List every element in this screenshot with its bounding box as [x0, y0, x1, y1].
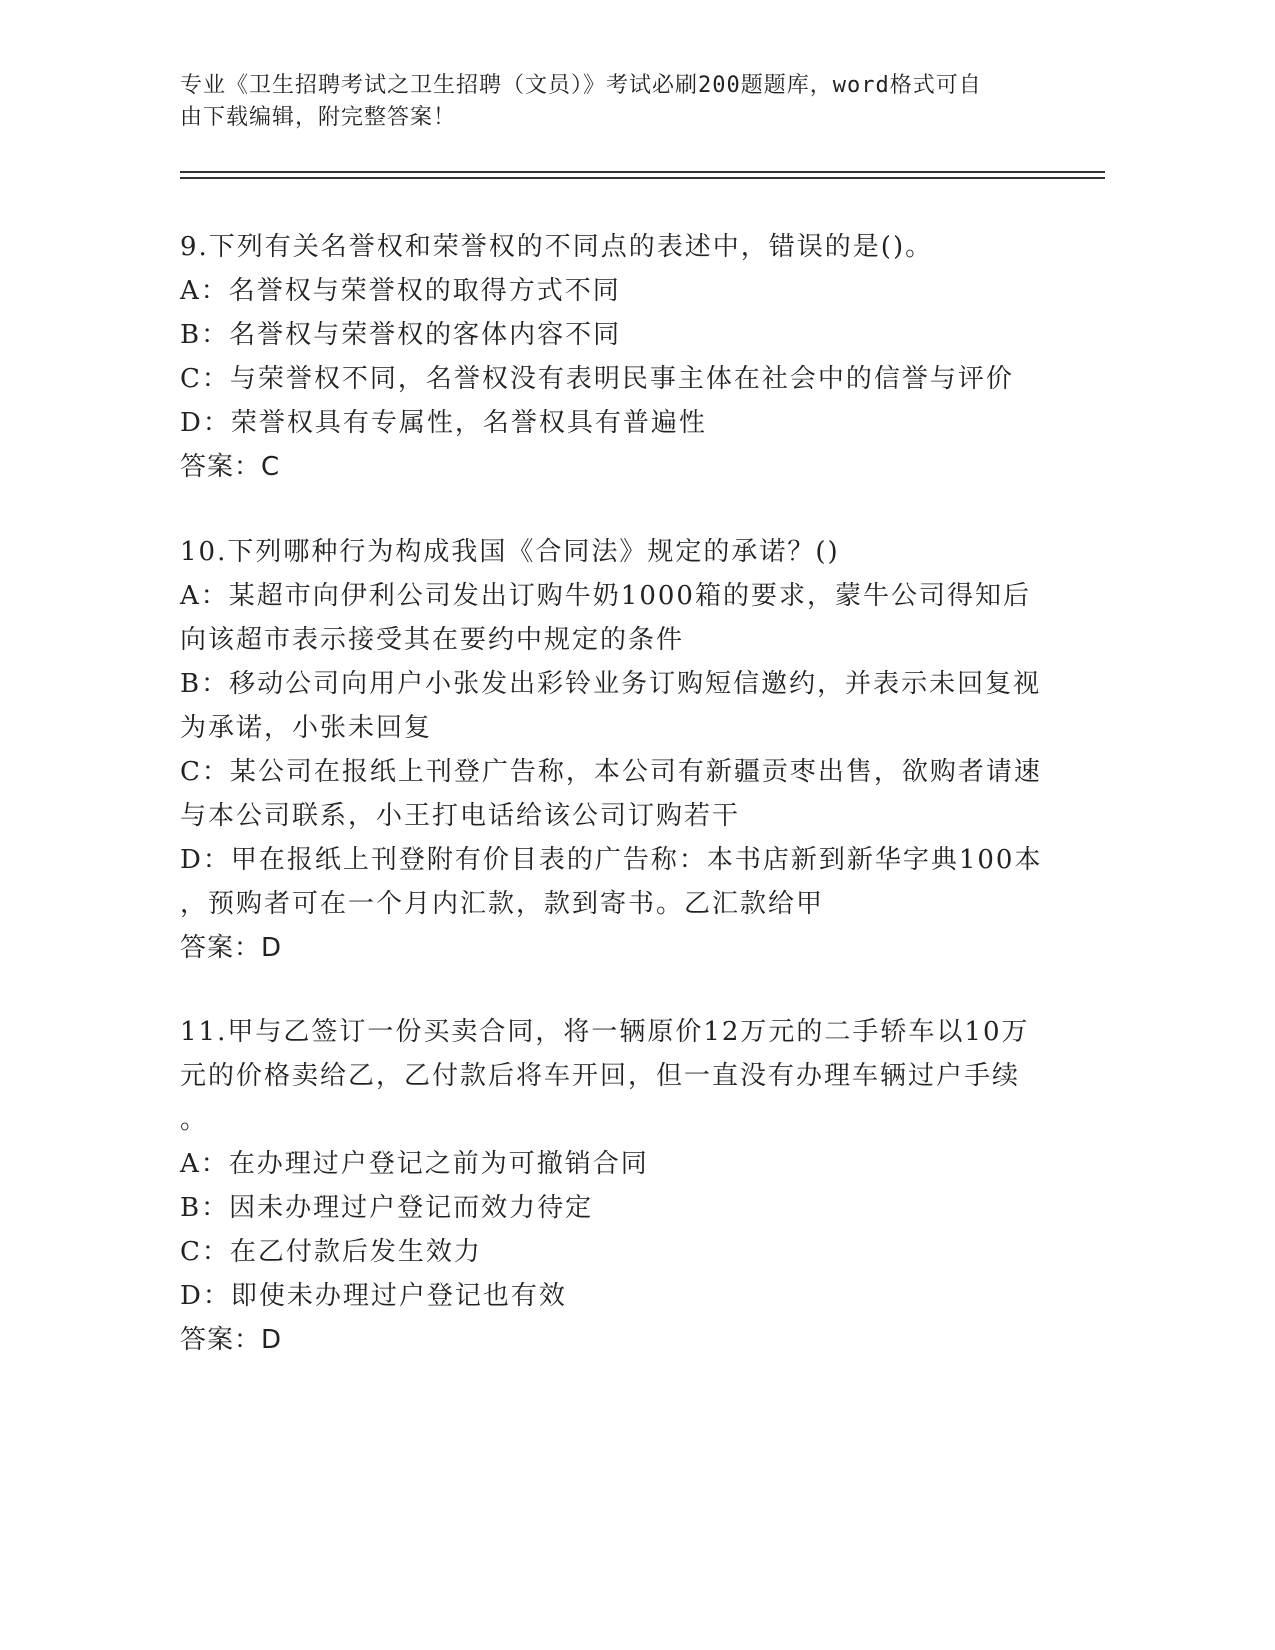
question-stem-end: 。	[180, 1105, 209, 1135]
option-c: C：与荣誉权不同，名誉权没有表明民事主体在社会中的信誉与评价	[180, 364, 1014, 394]
option-c-continued: 与本公司联系，小王打电话给该公司订购若干	[180, 801, 741, 831]
option-b-continued: 为承诺，小张未回复	[180, 713, 433, 743]
option-b: B：名誉权与荣誉权的客体内容不同	[180, 320, 622, 350]
answer-label: 答案：D	[180, 1325, 283, 1355]
option-d: D：甲在报纸上刊登附有价目表的广告称：本书店新到新华字典100本	[180, 845, 1043, 875]
question-stem: 11.甲与乙签订一份买卖合同，将一辆原价12万元的二手轿车以10万	[180, 1017, 1030, 1047]
header-line-2: 由下载编辑，附完整答案！	[180, 105, 457, 130]
option-c: C：某公司在报纸上刊登广告称，本公司有新疆贡枣出售，欲购者请速	[180, 757, 1042, 787]
option-b: B：移动公司向用户小张发出彩铃业务订购短信邀约，并表示未回复视	[180, 669, 1042, 699]
option-a-continued: 向该超市表示接受其在要约中规定的条件	[180, 625, 685, 655]
header-divider-top	[180, 171, 1105, 173]
option-d: D：荣誉权具有专属性，名誉权具有普遍性	[180, 408, 707, 438]
option-a: A：某超市向伊利公司发出订购牛奶1000箱的要求，蒙牛公司得知后	[180, 581, 1031, 611]
question-stem-continued: 元的价格卖给乙，乙付款后将车开回，但一直没有办理车辆过户手续	[180, 1061, 1021, 1091]
header-divider-bottom	[180, 177, 1105, 179]
option-b: B：因未办理过户登记而效力待定	[180, 1193, 594, 1223]
option-c: C：在乙付款后发生效力	[180, 1237, 482, 1267]
option-d: D：即使未办理过户登记也有效	[180, 1281, 567, 1311]
option-a: A：名誉权与荣誉权的取得方式不同	[180, 276, 621, 306]
answer-label: 答案：D	[180, 933, 283, 963]
answer-label: 答案：C	[180, 452, 281, 482]
question-stem: 9.下列有关名誉权和荣誉权的不同点的表述中，错误的是()。	[180, 232, 934, 262]
question-stem: 10.下列哪种行为构成我国《合同法》规定的承诺？()	[180, 537, 840, 567]
option-d-continued: ，预购者可在一个月内汇款，款到寄书。乙汇款给甲	[180, 889, 825, 919]
header-line-1: 专业《卫生招聘考试之卫生招聘（文员）》考试必刷200题题库，word格式可自	[180, 73, 982, 98]
question-9	[180, 225, 1040, 489]
question-10	[180, 530, 1043, 970]
question-11	[180, 1010, 1040, 1362]
document-header	[180, 70, 1040, 134]
option-a: A：在办理过户登记之前为可撤销合同	[180, 1149, 649, 1179]
